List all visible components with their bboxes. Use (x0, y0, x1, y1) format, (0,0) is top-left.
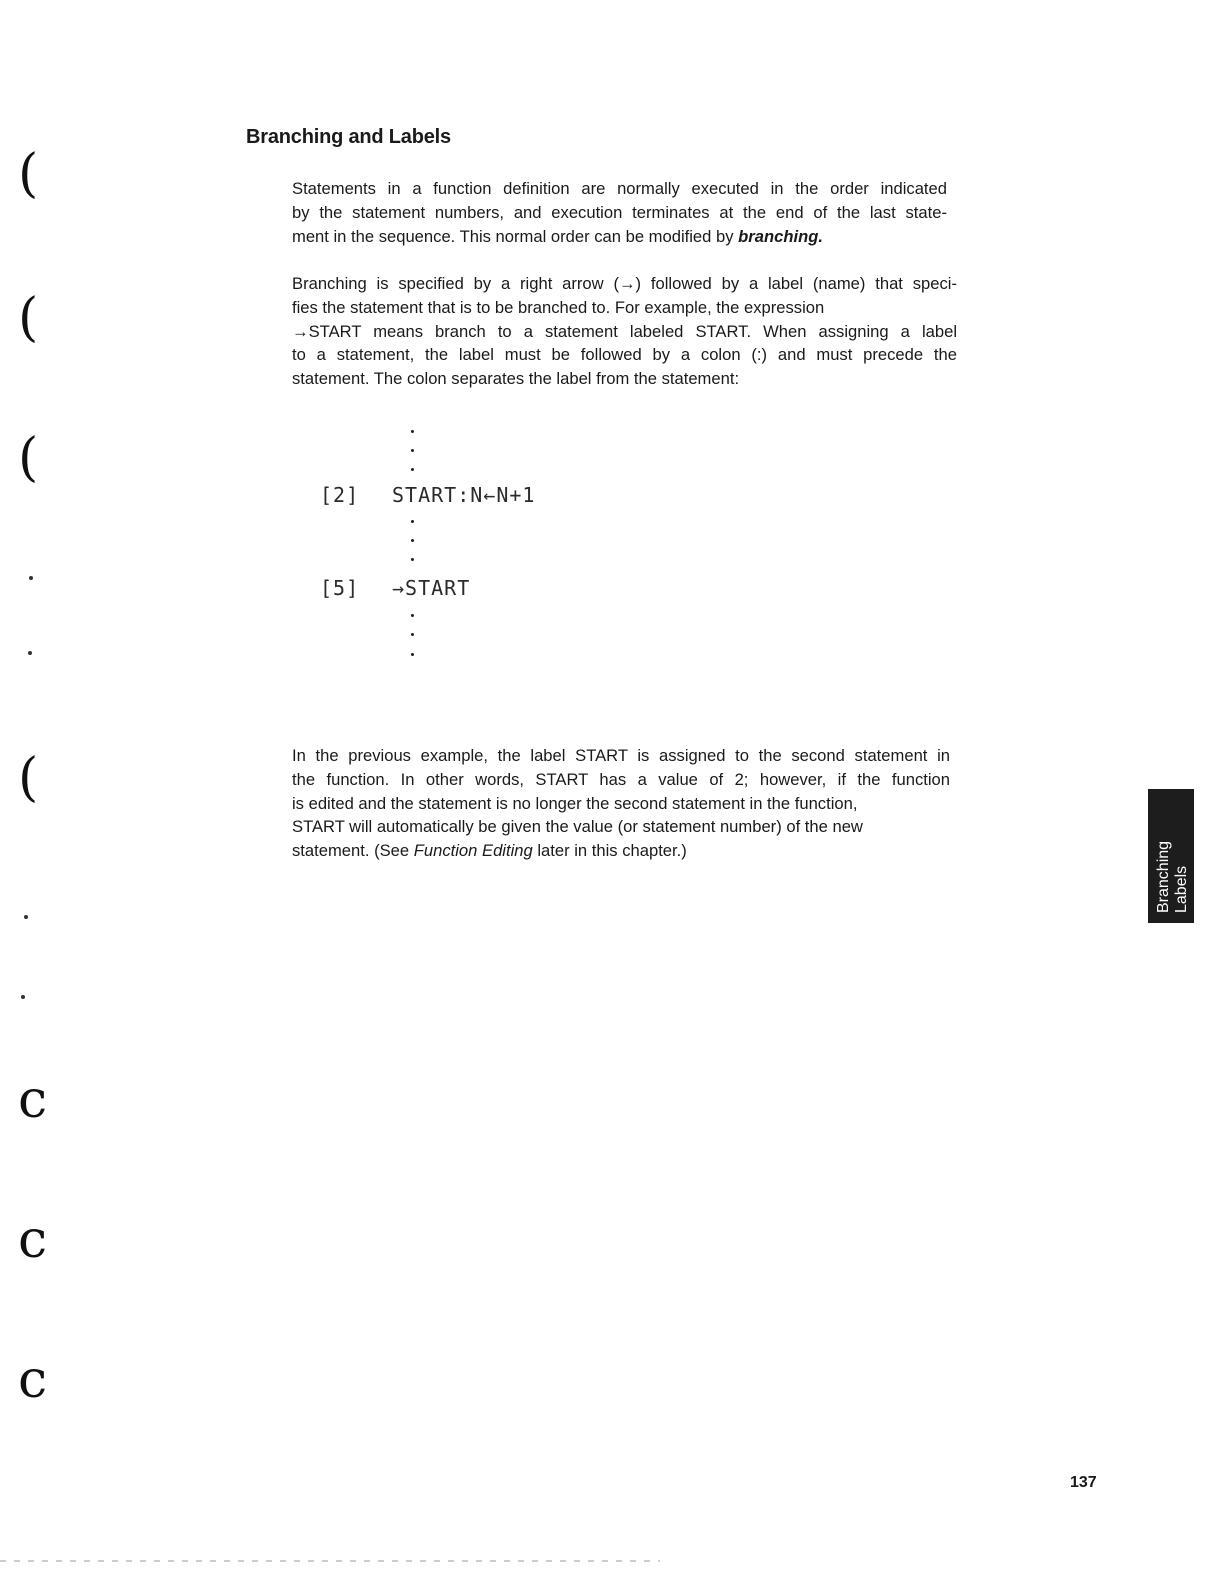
binder-hole-mark: c (18, 1070, 48, 1130)
binder-hole-mark: c (18, 1350, 48, 1410)
margin-speck (21, 995, 25, 999)
paragraph-branching (292, 272, 957, 391)
ellipsis-dot (411, 449, 414, 452)
ellipsis-dot (411, 520, 414, 523)
paragraph-line (292, 225, 947, 249)
paragraph-line (292, 839, 950, 863)
paragraph-line-text: later in this chapter.) (532, 841, 687, 861)
paragraph-line: In the previous example, the label START is assigned to the second statement in (292, 746, 950, 765)
binder-hole-mark: ( (18, 144, 39, 204)
ellipsis-dot (411, 430, 414, 433)
binder-hole-mark: ( (18, 428, 39, 488)
paragraph-line-text: ment in the sequence. This normal order can be modified by (292, 226, 739, 246)
emphasis-function-editing: Function Editing (413, 841, 533, 861)
ellipsis-dot (411, 558, 414, 561)
margin-speck (29, 576, 33, 580)
ellipsis-dot (411, 468, 414, 471)
code-line-text: →START (392, 576, 471, 600)
paragraph-line: the function. In other words, START has a value of 2; however, if the function (292, 769, 950, 789)
paragraph-line: to a statement, the label must be followed by a colon (:) and must precede the (292, 345, 957, 365)
side-tab-line: Branching (1155, 840, 1172, 913)
ellipsis-dot (411, 653, 414, 656)
ellipsis-dot (411, 539, 414, 542)
paragraph-line: by the statement numbers, and execution terminates at the end of the last state- (292, 202, 947, 222)
ellipsis-dot (411, 614, 414, 617)
scan-edge-artifact (0, 1560, 660, 1562)
side-tab-line: Labels (1173, 865, 1190, 913)
paragraph-label-value (292, 744, 950, 863)
page-number: 137 (1070, 1474, 1097, 1491)
code-line-text: START:N←N+1 (392, 483, 536, 507)
binder-hole-mark: ( (18, 748, 39, 808)
paragraph-line: →START means branch to a statement labeled START. When assigning a label (292, 321, 957, 341)
margin-speck (24, 915, 28, 919)
binder-hole-mark: ( (18, 288, 39, 348)
margin-speck (28, 651, 32, 655)
side-tab-label (1155, 841, 1191, 913)
code-line-number: [2] (320, 483, 360, 507)
paragraph-line: fies the statement that is to be branched to. For example, the expression (292, 297, 825, 317)
code-line-number: [5] (320, 576, 360, 600)
paragraph-line: statement. The colon separates the label from the statement: (292, 369, 740, 389)
paragraph-line: Branching is specified by a right arrow (→) followed by a label (name) that speci- (292, 274, 957, 293)
paragraph-intro (292, 177, 947, 248)
binder-hole-mark: c (18, 1210, 48, 1270)
paragraph-line: is edited and the statement is no longer the second statement in the function, (292, 793, 858, 813)
paragraph-line: Statements in a function definition are normally executed in the order indicated (292, 179, 947, 198)
paragraph-line: START will automatically be given the value (or statement number) of the new (292, 817, 863, 837)
paragraph-line-text: statement. (See (292, 841, 414, 861)
emphasis-branching: branching. (738, 226, 823, 246)
ellipsis-dot (411, 633, 414, 636)
section-heading: Branching and Labels (246, 126, 451, 148)
